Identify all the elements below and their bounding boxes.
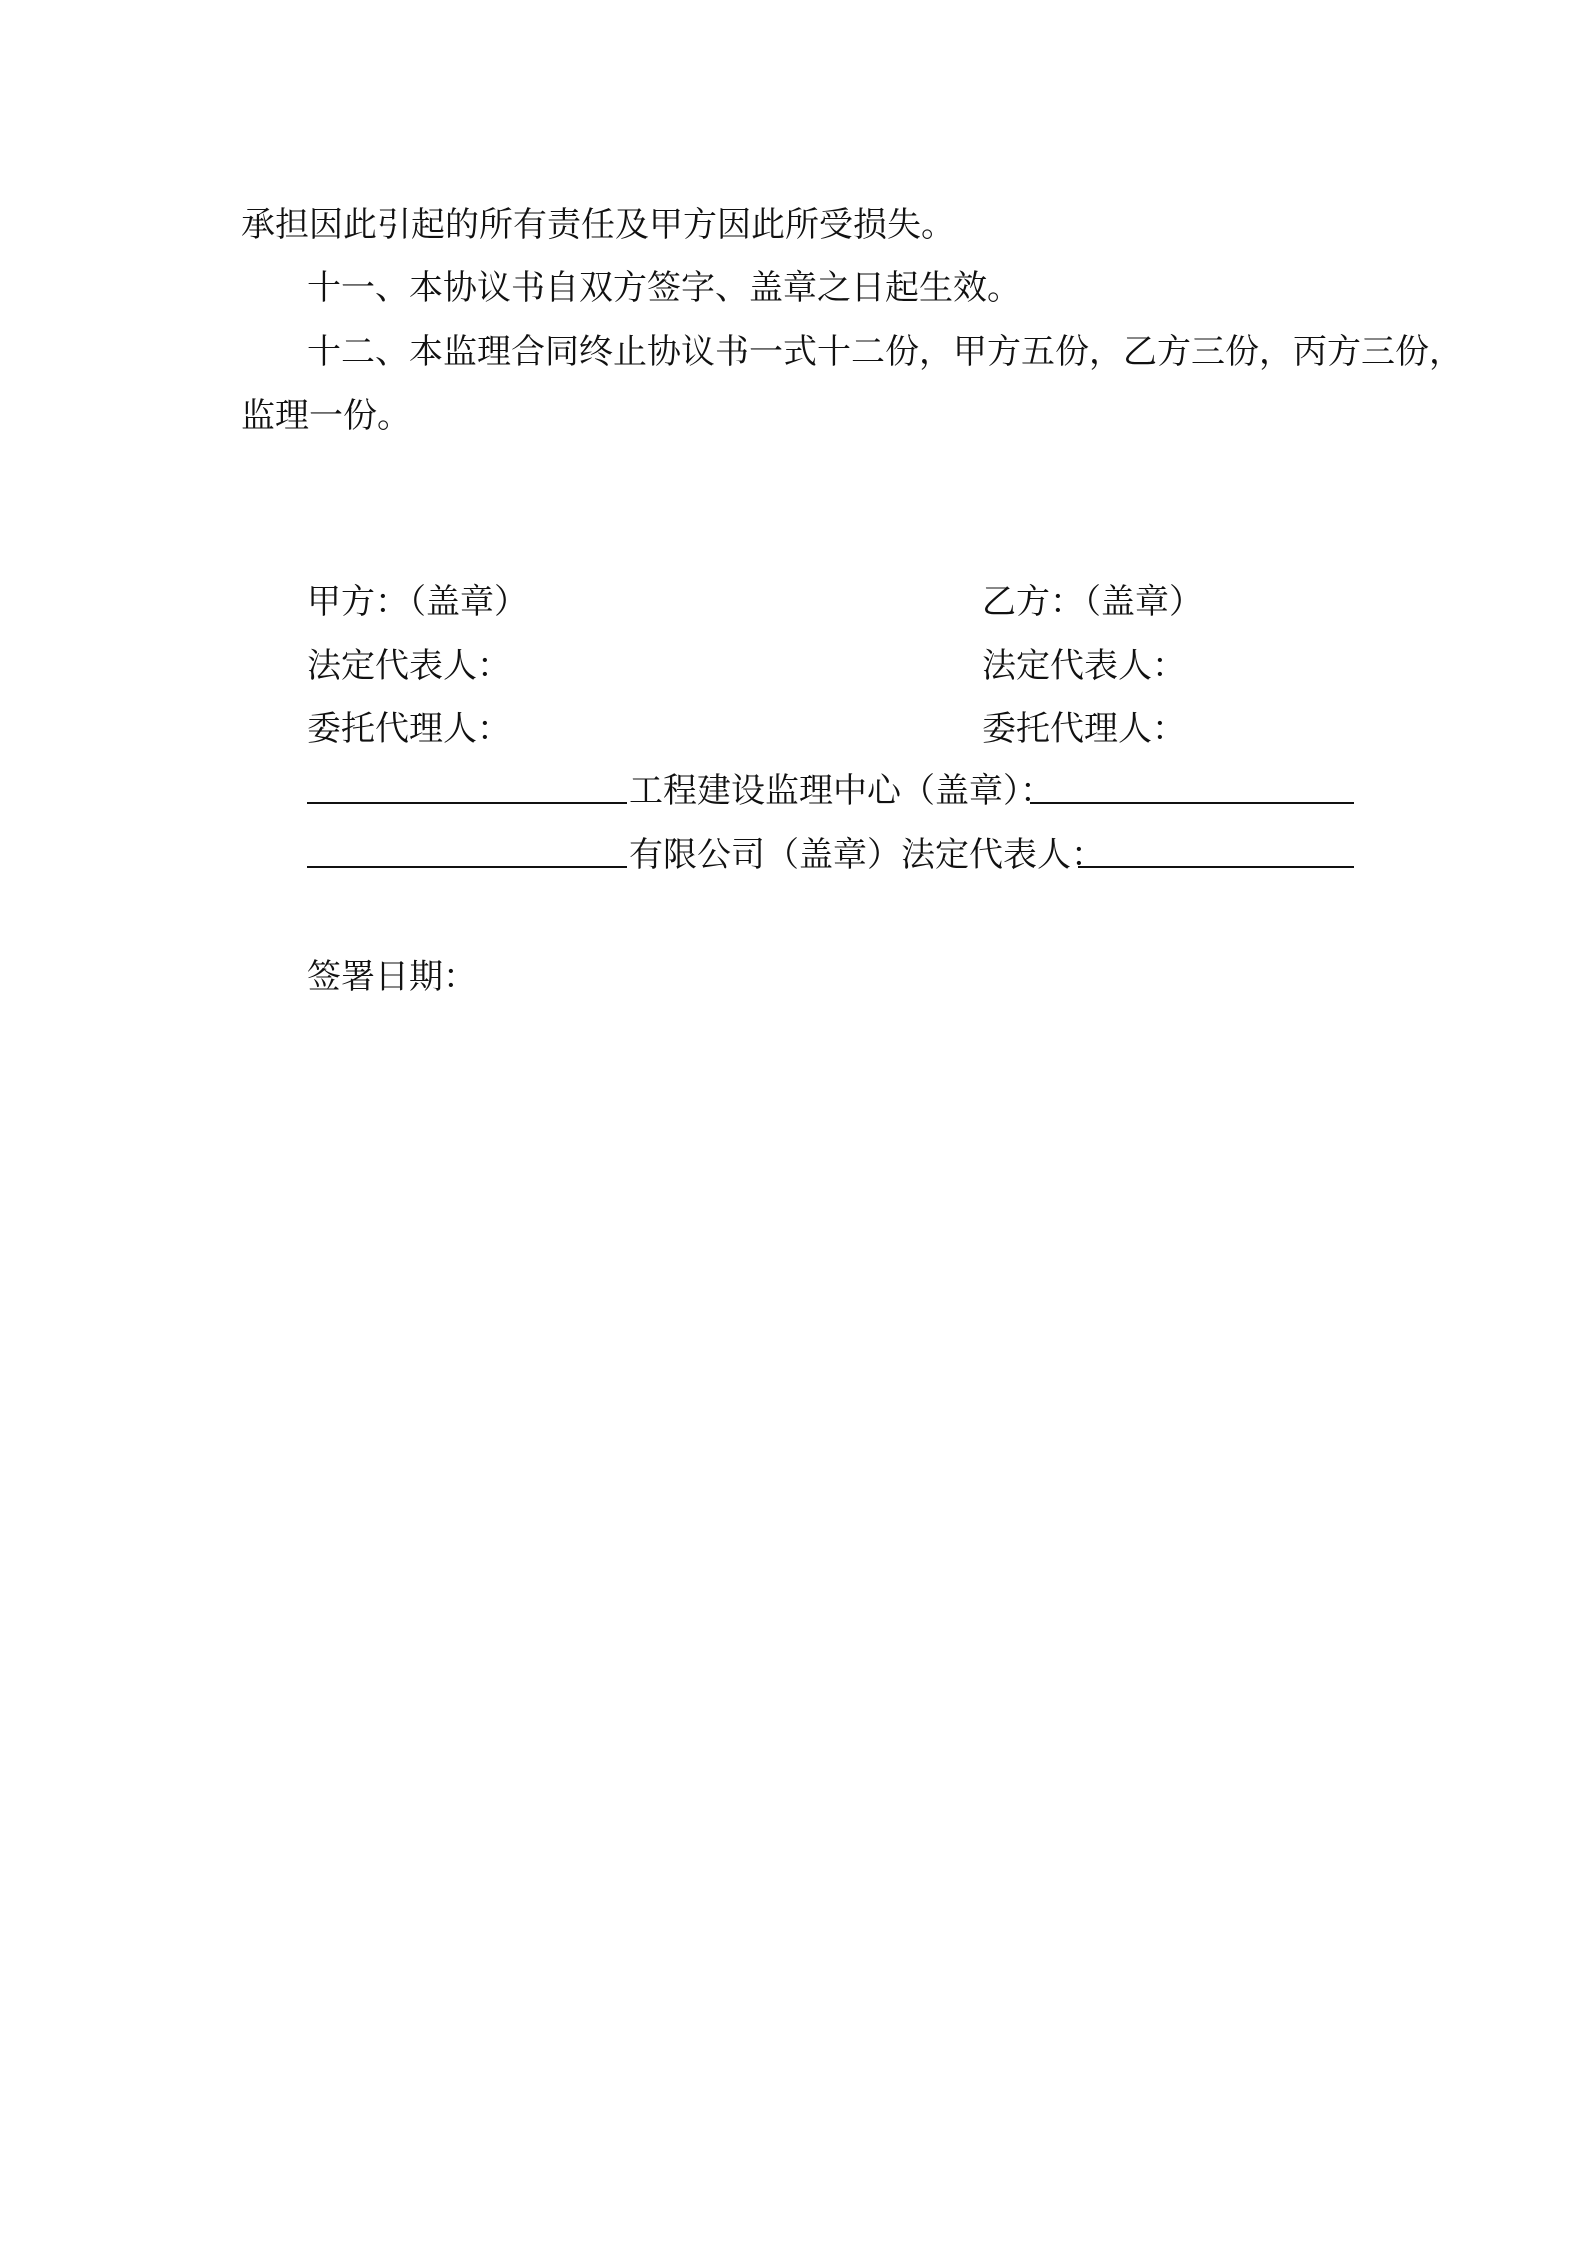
company-legal-rep-blank bbox=[1078, 866, 1354, 868]
sign-date-label: 签署日期： bbox=[307, 957, 477, 997]
company-name-blank bbox=[307, 866, 627, 868]
supervision-center-label: 工程建设监理中心（盖章）： bbox=[629, 771, 1054, 811]
party-b-seal: 乙方：（盖章） bbox=[982, 582, 1203, 622]
party-a-seal: 甲方：（盖章） bbox=[307, 582, 528, 622]
supervision-center-name-blank bbox=[307, 802, 627, 804]
party-b-legal-rep: 法定代表人： bbox=[982, 646, 1186, 686]
company-label: 有限公司（盖章）法定代表人： bbox=[629, 835, 1105, 875]
party-b-agent: 委托代理人： bbox=[982, 709, 1186, 749]
party-a-legal-rep: 法定代表人： bbox=[307, 646, 511, 686]
supervision-center-seal-blank bbox=[1030, 802, 1354, 804]
paragraph-liability: 承担因此引起的所有责任及甲方因此所受损失。 bbox=[241, 205, 955, 245]
paragraph-clause-12: 十二、本监理合同终止协议书一式十二份，甲方五份，乙方三份，丙方三份， bbox=[307, 332, 1463, 372]
party-a-agent: 委托代理人： bbox=[307, 709, 511, 749]
paragraph-clause-12-continued: 监理一份。 bbox=[241, 396, 411, 436]
paragraph-clause-11: 十一、本协议书自双方签字、盖章之日起生效。 bbox=[307, 268, 1021, 308]
